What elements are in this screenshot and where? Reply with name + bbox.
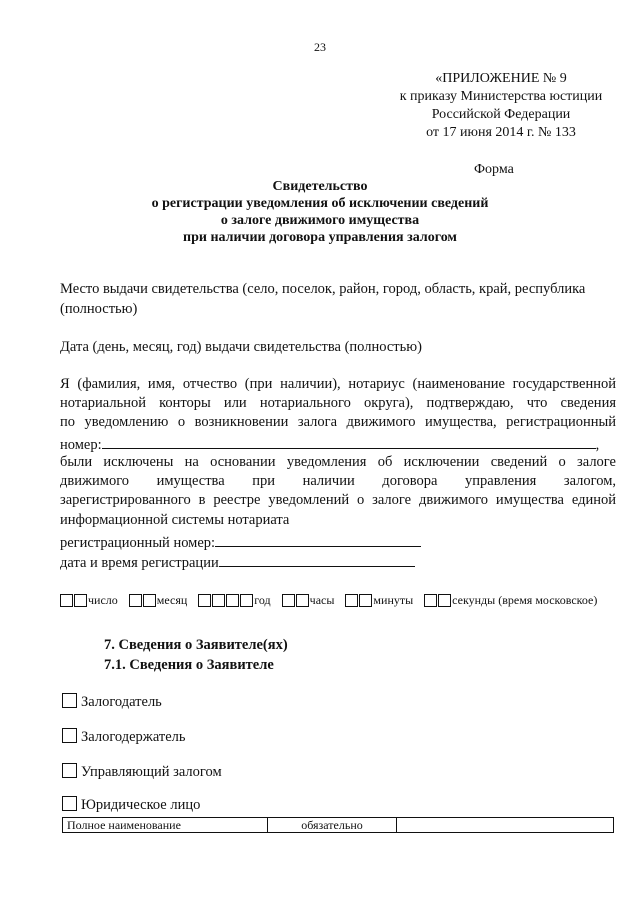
document-title (0, 178, 640, 246)
registration-number-field[interactable] (215, 532, 421, 547)
section-7-heading: 7. Сведения о Заявителе(ях) (104, 637, 288, 653)
minutes-digit-box[interactable] (359, 594, 372, 607)
body-line-2: нотариальной конторы или нотариального округа), подтверждаю, что сведения (60, 395, 616, 411)
issue-date-label: Дата (день, месяц, год) выдачи свидетельства (полностью) (60, 339, 422, 355)
comma: , (595, 437, 600, 453)
manager-checkbox[interactable] (62, 763, 77, 778)
hours-digit-box[interactable] (296, 594, 309, 607)
option-pledgee[interactable] (62, 728, 186, 746)
year-label: год (254, 593, 271, 608)
registration-number-row (60, 532, 421, 552)
required-cell: обязательно (268, 818, 397, 833)
body-line-1: Я (фамилия, имя, отчество (при наличии), нотариус (наименование государственной (60, 376, 616, 392)
page-number: 23 (314, 40, 326, 54)
seconds-digit-box[interactable] (438, 594, 451, 607)
day-label: число (88, 593, 118, 608)
registration-datetime-label: дата и время регистрации (60, 555, 219, 571)
legal-entity-label: Юридическое лицо (81, 797, 201, 813)
body-line-5: были исключены на основании уведомления об исключении сведений о залоге (60, 454, 616, 470)
body-line-4 (60, 434, 599, 454)
pledgee-label: Залогодержатель (81, 729, 186, 745)
full-name-value-cell[interactable] (397, 818, 614, 833)
place-of-issue-line-1: Место выдачи свидетельства (село, поселок, район, город, область, край, республика (60, 281, 586, 297)
option-pledger[interactable] (62, 693, 162, 711)
year-digit-box[interactable] (212, 594, 225, 607)
legal-entity-table (62, 817, 614, 833)
hours-label: часы (309, 593, 335, 608)
title-line-3: о залоге движимого имущества (220, 213, 420, 228)
appendix-date: от 17 июня 2014 г. № 133 (426, 125, 576, 140)
pledgee-checkbox[interactable] (62, 728, 77, 743)
seconds-digit-box[interactable] (424, 594, 437, 607)
option-legal-entity[interactable] (62, 796, 200, 814)
form-label: Форма (474, 162, 514, 177)
body-line-8: информационной системы нотариата (60, 512, 290, 528)
appendix-order: к приказу Министерства юстиции (399, 89, 603, 104)
registration-datetime-field[interactable] (219, 552, 415, 567)
appendix-header (386, 70, 616, 142)
title-line-1: Свидетельство (272, 179, 368, 194)
option-manager[interactable] (62, 763, 222, 781)
minutes-digit-box[interactable] (345, 594, 358, 607)
year-digit-box[interactable] (226, 594, 239, 607)
manager-label: Управляющий залогом (81, 764, 222, 780)
month-digit-box[interactable] (129, 594, 142, 607)
full-name-label-cell: Полное наименование (63, 818, 268, 833)
year-digit-box[interactable] (240, 594, 253, 607)
datetime-boxes (60, 592, 605, 607)
day-digit-box[interactable] (60, 594, 73, 607)
pledger-checkbox[interactable] (62, 693, 77, 708)
appendix-country: Российской Федерации (431, 107, 571, 122)
body-line-7: зарегистрированного в реестре уведомлений о залоге движимого имущества единой (60, 492, 616, 508)
place-of-issue-line-2: (полностью) (60, 301, 138, 317)
seconds-label: секунды (время московское) (452, 593, 598, 608)
title-line-2: о регистрации уведомления об исключении сведений (151, 196, 489, 211)
body-line-3: по уведомлению о возникновении залога движимого имущества, регистрационный (60, 414, 616, 430)
pledger-label: Залогодатель (81, 694, 162, 710)
registration-datetime-row (60, 552, 415, 572)
month-digit-box[interactable] (143, 594, 156, 607)
appendix-title: «ПРИЛОЖЕНИЕ № 9 (435, 71, 567, 86)
year-digit-box[interactable] (198, 594, 211, 607)
registration-number-label: регистрационный номер: (60, 535, 216, 551)
notification-number-field[interactable] (102, 434, 596, 449)
minutes-label: минуты (373, 593, 414, 608)
notification-number-label: номер: (60, 437, 102, 453)
month-label: месяц (156, 593, 188, 608)
section-7-1-heading: 7.1. Сведения о Заявителе (104, 657, 274, 673)
legal-entity-checkbox[interactable] (62, 796, 77, 811)
body-line-6: движимого имущества при наличии договора управления залогом, (60, 473, 616, 489)
hours-digit-box[interactable] (282, 594, 295, 607)
title-line-4: при наличии договора управления залогом (183, 230, 457, 245)
table-row (63, 818, 614, 833)
day-digit-box[interactable] (74, 594, 87, 607)
